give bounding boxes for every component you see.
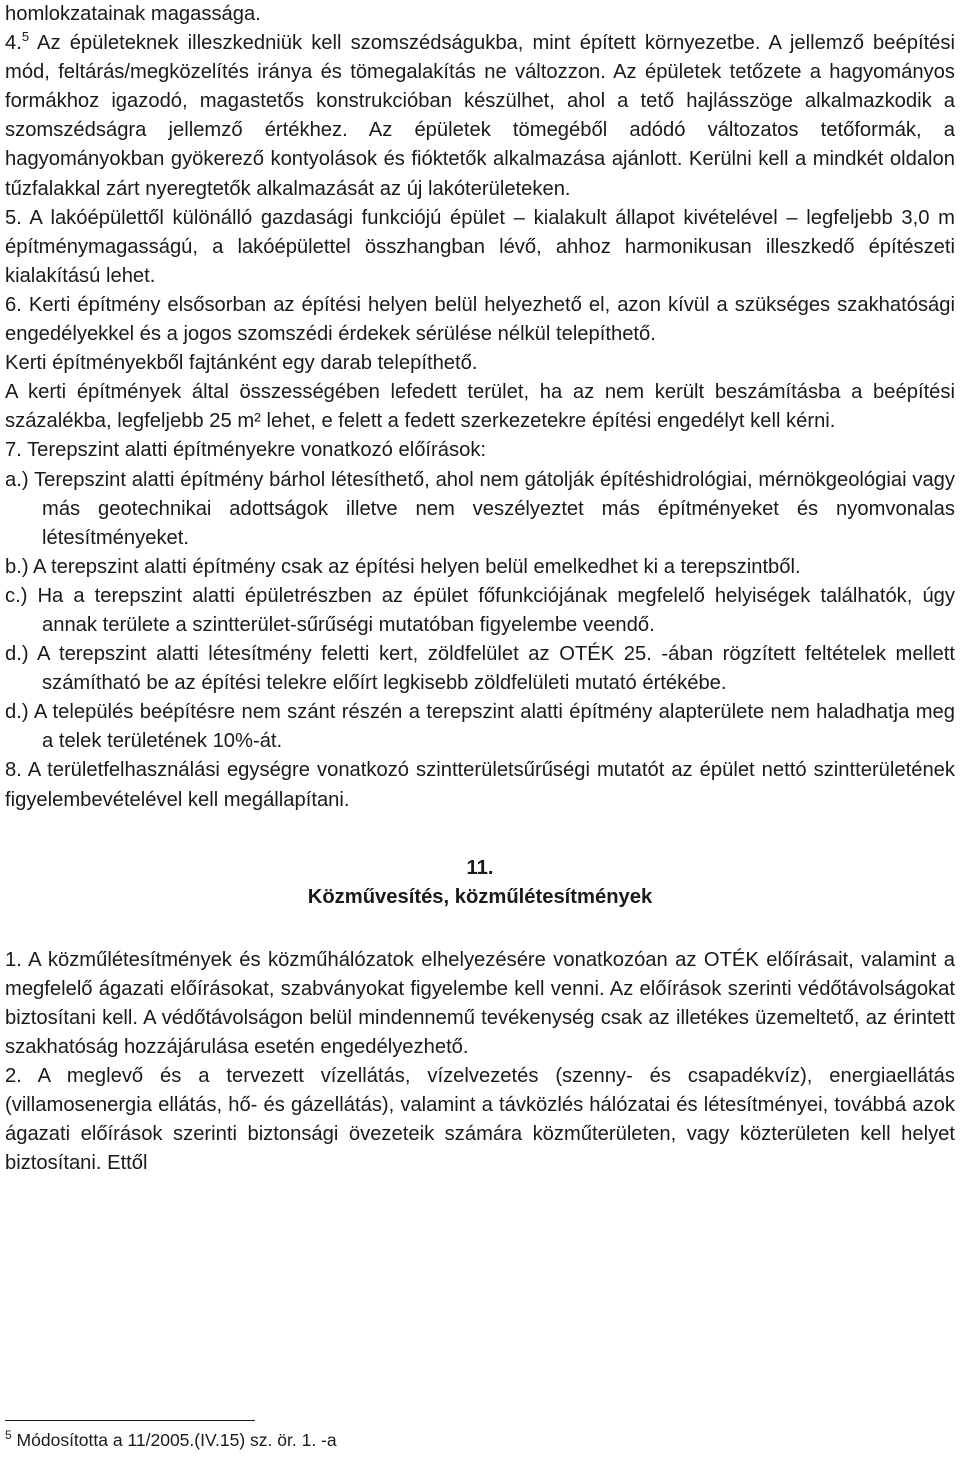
paragraph-6-fajtank: Kerti építményekből fajtánként egy darab telepíthető. xyxy=(5,352,478,375)
paragraph-6-lefedett: A kerti építmények által összességében lefedett terület, ha az nem került beszámításba a beépítési százalékba, legfeljebb 25 m² lehet, e felett a fedett szerkezetekre építési engedélyt kell kérni. xyxy=(5,381,955,433)
footnote xyxy=(5,1428,337,1452)
paragraph-7-item-d: d.) A terepszint alatti létesítmény feletti kert, zöldfelület az OTÉK 25. -ában rögzített feltételek mellett számítható be az építési telekre előírt legkisebb zöldfelületi mutató értékébe. xyxy=(5,643,955,695)
paragraph-6: 6. Kerti építmény elsősorban az építési helyen belül helyezhető el, azon kívül a szükséges szakhatósági engedélyekkel és a jogos szomszédi érdekek sérülése nélkül telepíthető. xyxy=(5,293,955,346)
paragraph-4 xyxy=(5,29,955,204)
paragraph-7-item-b: b.) A terepszint alatti építmény csak az építési helyen belül emelkedhet ki a terepszintből. xyxy=(5,555,801,578)
section-11-paragraph-2: 2. A meglevő és a tervezett vízellátás, vízelvezetés (szenny- és csapadékvíz), energiaellátás (villamosenergia ellátás, hő- és gázellátás), valamint a távközlés hálózatai és létesítményei, továbbá azok ágazati előírások szerinti biztonsági övezeteik számára közműterületen, vagy közterületen kell helyet biztosítani. Ettől xyxy=(5,1065,955,1175)
paragraph-7-title: 7. Terepszint alatti építményekre vonatkozó előírások: xyxy=(5,439,487,462)
paragraph-5: 5. A lakóépülettől különálló gazdasági funkciójú épület – kialakult állapot kivételével – legfeljebb 3,0 m építménymagasságú, a lakóépülettel összhangban lévő, ahhoz harmonikusan illeszkedő építészeti kialakítású lehet. xyxy=(5,206,955,287)
paragraph-4-number: 4. xyxy=(5,32,22,55)
footnote-divider xyxy=(5,1420,255,1421)
paragraph-4-text: Az épületeknek illeszkedniük kell szomszédságukba, mint épített környezetbe. A jellemző beépítési mód, feltárás/megközelítés iránya és tömegalakítás ne változzon. Az épületek tetőzete a hagyományos formákhoz igazodó, magastetős konstrukcióban készülhet, ahol a tető hajlásszöge alkalmazkodik a szomszédságra jellemző értékhez. Az épületek tömegéből adódó változatos tetőformák, a hagyományokban gyökerező kontyolások és fióktetők alkalmazása ajánlott. Kerülni kell a mindkét oldalon tűzfalakkal zárt nyeregtetők alkalmazását az új lakóterületeken. xyxy=(5,32,955,200)
section-11-paragraph-1: 1. A közműlétesítmények és közműhálózatok elhelyezésére vonatkozóan az OTÉK előírásait, valamint a megfelelő ágazati előírásokat, szabványokat figyelembe kell venni. Az előírások szerinti védőtávolságokat biztosítani kell. A védőtávolságon belül mindennemű tevékenység csak az illetékes üzemeltető, az érintett szakhatóság hozzájárulása esetén engedélyezhető. xyxy=(5,948,955,1059)
section-title: Közművesítés, közműlétesítmények xyxy=(307,885,653,908)
footnote-number: 5 xyxy=(5,1428,12,1442)
paragraph-7-item-a: a.) Terepszint alatti építmény bárhol létesíthető, ahol nem gátolják építéshidrológiai, mérnökgeológiai vagy más geotechnikai adottságok illetve nem veszélyeztet más építményeket és nyomvonalas létesítményeket. xyxy=(5,468,955,549)
paragraph-8: 8. A területfelhasználási egységre vonatkozó szintterületsűrűségi mutatót az épület nettó szintterületének figyelembevételével kell megállapítani. xyxy=(5,759,955,811)
paragraph-7-item-d2: d.) A település beépítésre nem szánt részén a terepszint alatti építmény alapterülete nem haladhatja meg a telek területének 10%-át. xyxy=(5,701,955,753)
document-page xyxy=(5,0,955,1179)
intro-line: homlokzatainak magassága. xyxy=(5,3,261,25)
footnote-ref[interactable]: 5 xyxy=(21,29,30,45)
paragraph-7-item-c: c.) Ha a terepszint alatti épületrészben az épület főfunkciójának megfelelő helyiségek találhatók, úgy annak területe a szintterület-sűrűségi mutatóban figyelembe veendő. xyxy=(5,584,955,636)
section-number: 11. xyxy=(466,856,494,879)
footnote-text: Módosította a 11/2005.(IV.15) sz. ör. 1. -a xyxy=(11,1430,337,1450)
